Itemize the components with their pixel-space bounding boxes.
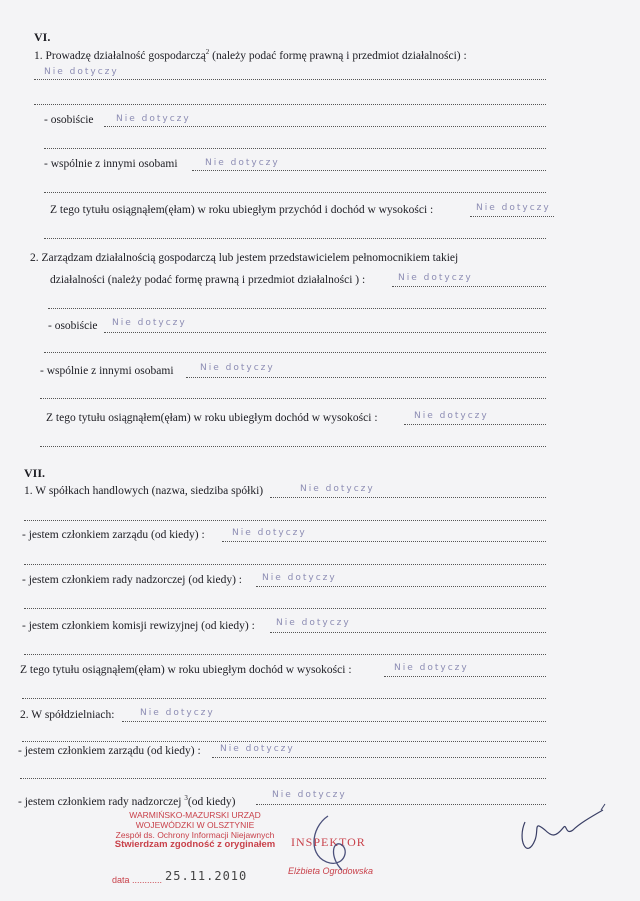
s7-audit-answer: Nie dotyczy [276, 618, 351, 628]
s7-item2-label: 2. W spółdzielniach: [20, 709, 115, 721]
stamp-date-label: data ............ [112, 875, 163, 885]
s7-board-answer: Nie dotyczy [232, 528, 307, 538]
s6-item2-personal-label: - osobiście [48, 320, 98, 332]
s6-item2-income-label: Z tego tytułu osiągnąłem(ęłam) w roku ubiegłym dochód w wysokości : [46, 412, 378, 424]
s6-item2-personal-answer: Nie dotyczy [112, 318, 187, 328]
s7-income-answer: Nie dotyczy [394, 663, 469, 673]
s6-item1-intro: 1. Prowadzę działalność gospodarczą$^2$ (należy podać formę prawną i przedmiot działalności) : [34, 48, 467, 62]
s6-item1-personal-answer: Nie dotyczy [116, 114, 191, 124]
answer-line [384, 676, 546, 677]
s6-item1-joint-label: - wspólnie z innymi osobami [44, 158, 178, 170]
answer-line [222, 541, 546, 542]
stamp-date-value: 25.11.2010 [165, 869, 248, 883]
s7-income-label: Z tego tytułu osiągnąłem(ęłam) w roku ubiegłym dochód w wysokości : [20, 664, 352, 676]
inspector-name: Elżbieta Ogrodowska [288, 866, 374, 876]
s7-supervisory-answer: Nie dotyczy [262, 573, 337, 583]
answer-line [470, 216, 554, 217]
signature [505, 800, 615, 870]
s6-item1-income-label: Z tego tytułu osiągnąłem(ęłam) w roku ubiegłym przychód i dochód w wysokości : [50, 204, 434, 216]
answer-line [34, 104, 546, 105]
answer-line [404, 424, 546, 425]
s7-item2-answer: Nie dotyczy [140, 708, 215, 718]
stamp-line: Zespół ds. Ochrony Informacji Niejawnych [115, 830, 275, 840]
answer-line [256, 804, 546, 805]
answer-line [270, 497, 546, 498]
s7-coop-supervisory-answer: Nie dotyczy [272, 790, 347, 800]
s6-item2-intro-line2: działalności (należy podać formę prawną i przedmiot działalności ) : [50, 274, 366, 286]
s7-supervisory-label: - jestem członkiem rady nadzorczej (od kiedy) : [22, 574, 243, 586]
stamp-certification: Stwierdzam zgodność z oryginałem [114, 839, 276, 850]
s7-coop-supervisory-label: - jestem członkiem rady nadzorczej $^3$(od kiedy) [18, 794, 236, 808]
answer-line [48, 308, 546, 309]
inspector-stamp: INSPEKTOR [291, 835, 366, 849]
answer-line [212, 757, 546, 758]
s7-board-label: - jestem członkiem zarządu (od kiedy) : [22, 529, 205, 541]
answer-line [22, 741, 546, 742]
s6-item1-income-answer: Nie dotyczy [476, 203, 551, 213]
s6-item1-joint-answer: Nie dotyczy [205, 158, 280, 168]
s6-item2-income-answer: Nie dotyczy [414, 411, 489, 421]
inspector-signature [300, 808, 370, 878]
s6-item2-joint-answer: Nie dotyczy [200, 363, 275, 373]
s7-coop-board-label: - jestem członkiem zarządu (od kiedy) : [18, 745, 201, 757]
answer-line [24, 608, 546, 609]
s6-item1-personal-label: - osobiście [44, 114, 94, 126]
s6-item2-joint-label: - wspólnie z innymi osobami [40, 365, 174, 377]
stamp-line: WARMIŃSKO-MAZURSKI URZĄD [129, 810, 261, 820]
answer-line [24, 654, 546, 655]
answer-line [44, 352, 546, 353]
answer-line [44, 192, 546, 193]
answer-line [44, 238, 546, 239]
answer-line [22, 698, 546, 699]
answer-line [256, 586, 546, 587]
s6-item1-answer: Nie dotyczy [44, 67, 119, 77]
answer-line [186, 377, 546, 378]
stamp-line: WOJEWÓDZKI W OLSZTYNIE [135, 820, 255, 830]
section-7-heading: VII. [24, 466, 46, 480]
answer-line [122, 721, 546, 722]
s7-item1-answer: Nie dotyczy [300, 484, 375, 494]
office-stamp [100, 810, 290, 850]
answer-line [104, 332, 546, 333]
answer-line [40, 446, 546, 447]
s6-item2-intro-line1: 2. Zarządzam działalnością gospodarczą lub jestem przedstawicielem pełnomocnikiem takiej [30, 252, 459, 264]
answer-line [24, 564, 546, 565]
answer-line [104, 126, 546, 127]
answer-line [34, 79, 546, 80]
answer-line [20, 778, 546, 779]
s7-item1-label: 1. W spółkach handlowych (nazwa, siedziba spółki) [24, 485, 264, 497]
answer-line [24, 520, 546, 521]
answer-line [192, 170, 546, 171]
s7-audit-label: - jestem członkiem komisji rewizyjnej (od kiedy) : [22, 620, 255, 632]
s7-coop-board-answer: Nie dotyczy [220, 744, 295, 754]
answer-line [40, 398, 546, 399]
section-6-heading: VI. [34, 30, 51, 44]
answer-line [44, 148, 546, 149]
answer-line [392, 286, 546, 287]
s6-item2-answer: Nie dotyczy [398, 273, 473, 283]
answer-line [270, 632, 546, 633]
